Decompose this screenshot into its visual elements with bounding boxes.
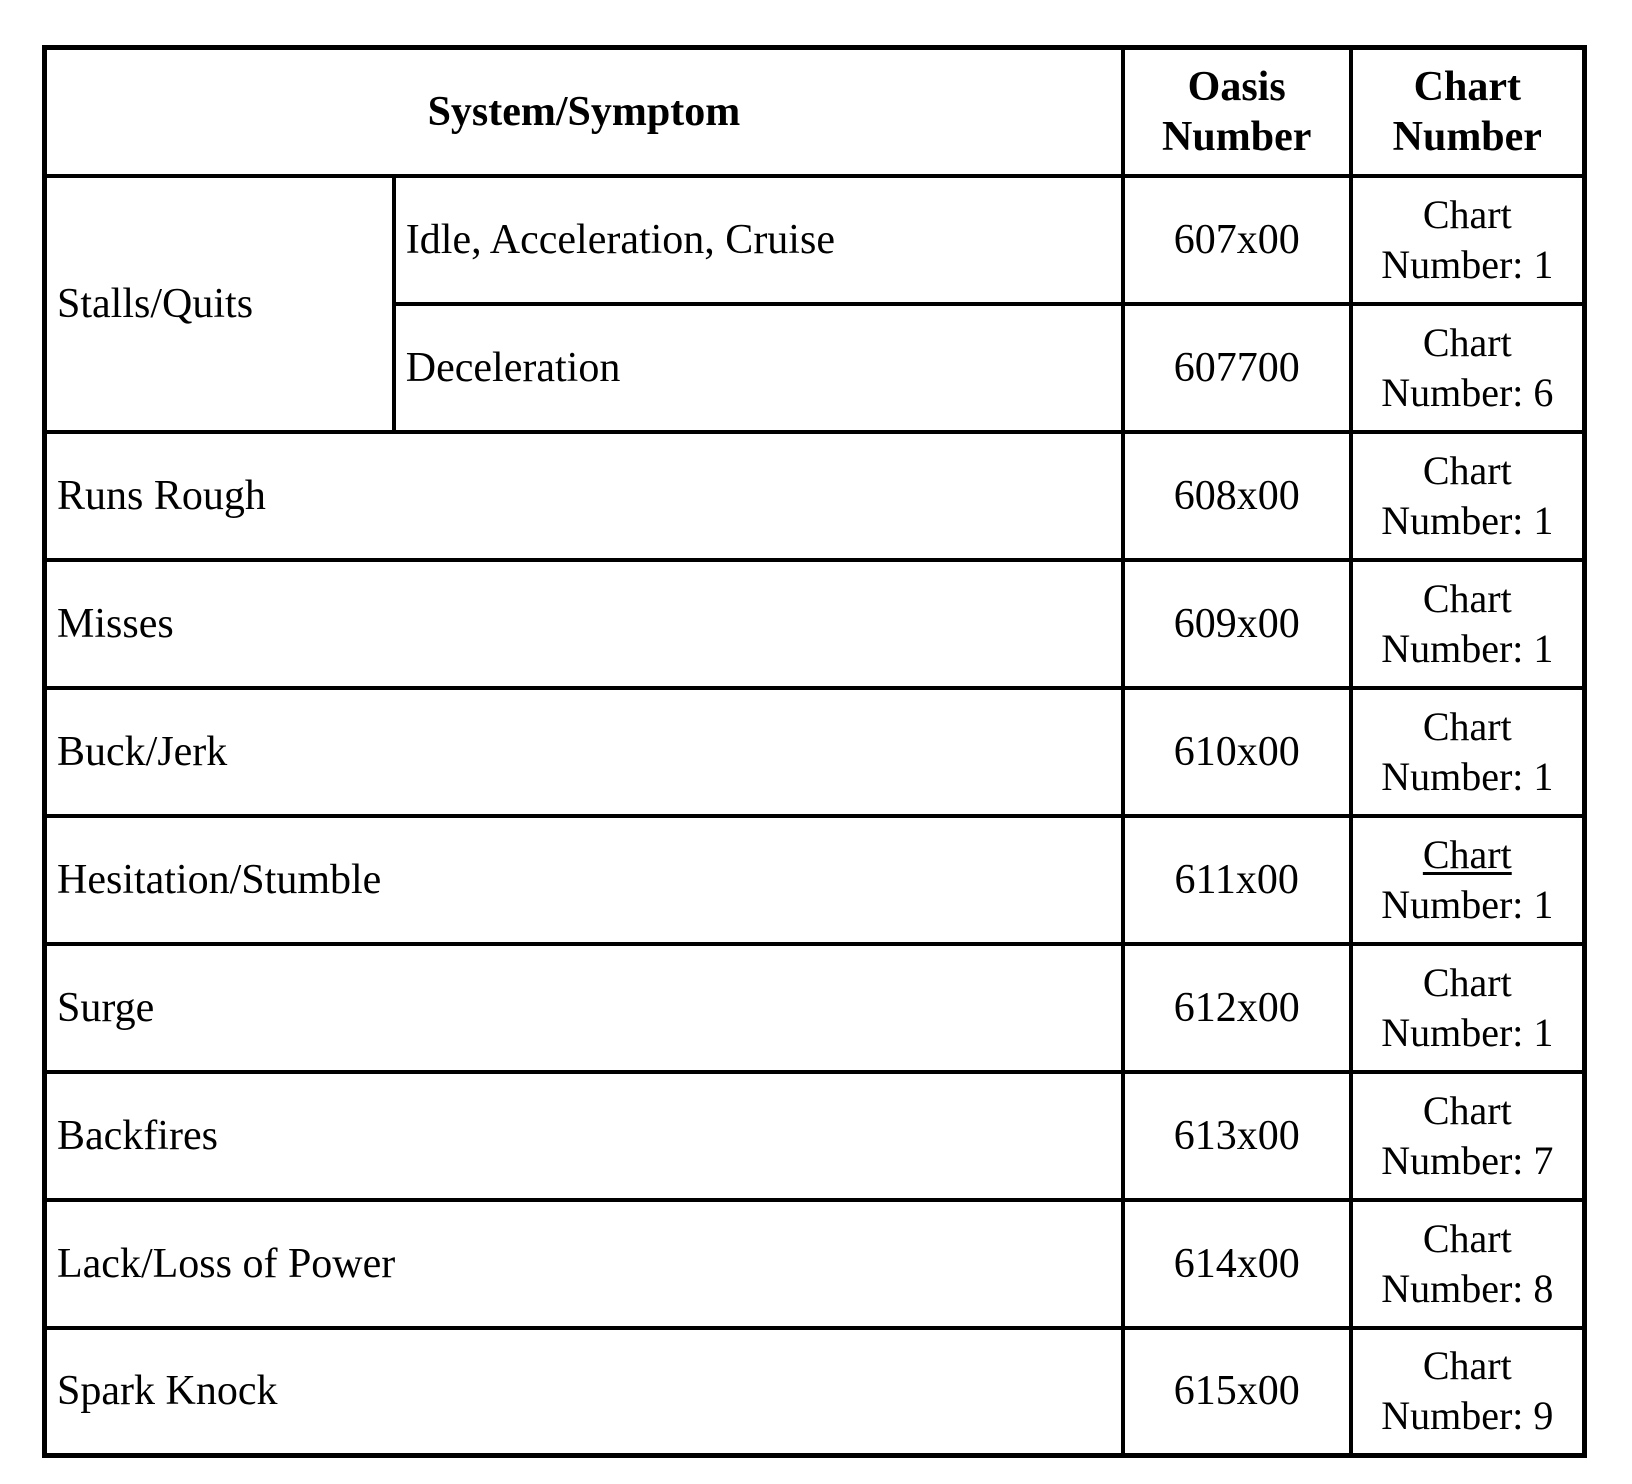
chart-number-cell: Chart Number: 6 [1351, 304, 1585, 432]
chart-number-cell: Chart Number: 1 [1351, 176, 1585, 304]
chart-number-cell: Chart Number: 1 [1351, 560, 1585, 688]
chart-number-cell: Chart Number: 1 [1351, 432, 1585, 560]
oasis-number-cell: 612x00 [1123, 944, 1351, 1072]
table-row [45, 1328, 1585, 1456]
table-row [45, 1072, 1585, 1200]
header-oasis-number: Oasis Number [1123, 48, 1351, 176]
chart-number-cell: Chart Number: 7 [1351, 1072, 1585, 1200]
table-row [45, 1200, 1585, 1328]
header-row [45, 48, 1585, 176]
oasis-number-cell: 611x00 [1123, 816, 1351, 944]
table-row [45, 560, 1585, 688]
header-system-symptom: System/Symptom [45, 48, 1123, 176]
chart-link: Chart [1422, 831, 1512, 877]
header-chart-number: Chart Number [1351, 48, 1585, 176]
table-row [45, 688, 1585, 816]
symptom-cell: Runs Rough [45, 432, 1123, 560]
symptom-cell: Hesitation/Stumble [45, 816, 1123, 944]
symptom-cell: Idle, Acceleration, Cruise [394, 176, 1123, 304]
stalls-quits-label: Stalls/Quits [45, 176, 394, 432]
oasis-number-cell: 615x00 [1123, 1328, 1351, 1456]
symptom-cell: Spark Knock [45, 1328, 1123, 1456]
symptom-cell: Surge [45, 944, 1123, 1072]
symptom-cell: Lack/Loss of Power [45, 1200, 1123, 1328]
table-row [45, 816, 1585, 944]
symptom-chart-table [42, 45, 1587, 1458]
oasis-number-cell: 609x00 [1123, 560, 1351, 688]
oasis-number-cell: 613x00 [1123, 1072, 1351, 1200]
oasis-number-cell: 610x00 [1123, 688, 1351, 816]
symptom-cell: Backfires [45, 1072, 1123, 1200]
table-row [45, 944, 1585, 1072]
symptom-cell: Misses [45, 560, 1123, 688]
oasis-number-cell: 608x00 [1123, 432, 1351, 560]
symptom-cell: Deceleration [394, 304, 1123, 432]
oasis-number-cell: 614x00 [1123, 1200, 1351, 1328]
chart-number-cell: Chart Number: 1 [1351, 944, 1585, 1072]
chart-number-cell: Chart Number: 9 [1351, 1328, 1585, 1456]
chart-number-cell: Chart Number: 1 [1351, 688, 1585, 816]
chart-number-cell: Chart Number: 8 [1351, 1200, 1585, 1328]
chart-number-cell: Chart Number: 1 [1351, 816, 1585, 944]
oasis-number-cell: 607x00 [1123, 176, 1351, 304]
table-row [45, 432, 1585, 560]
table-row [45, 176, 1585, 304]
oasis-number-cell: 607700 [1123, 304, 1351, 432]
symptom-cell: Buck/Jerk [45, 688, 1123, 816]
